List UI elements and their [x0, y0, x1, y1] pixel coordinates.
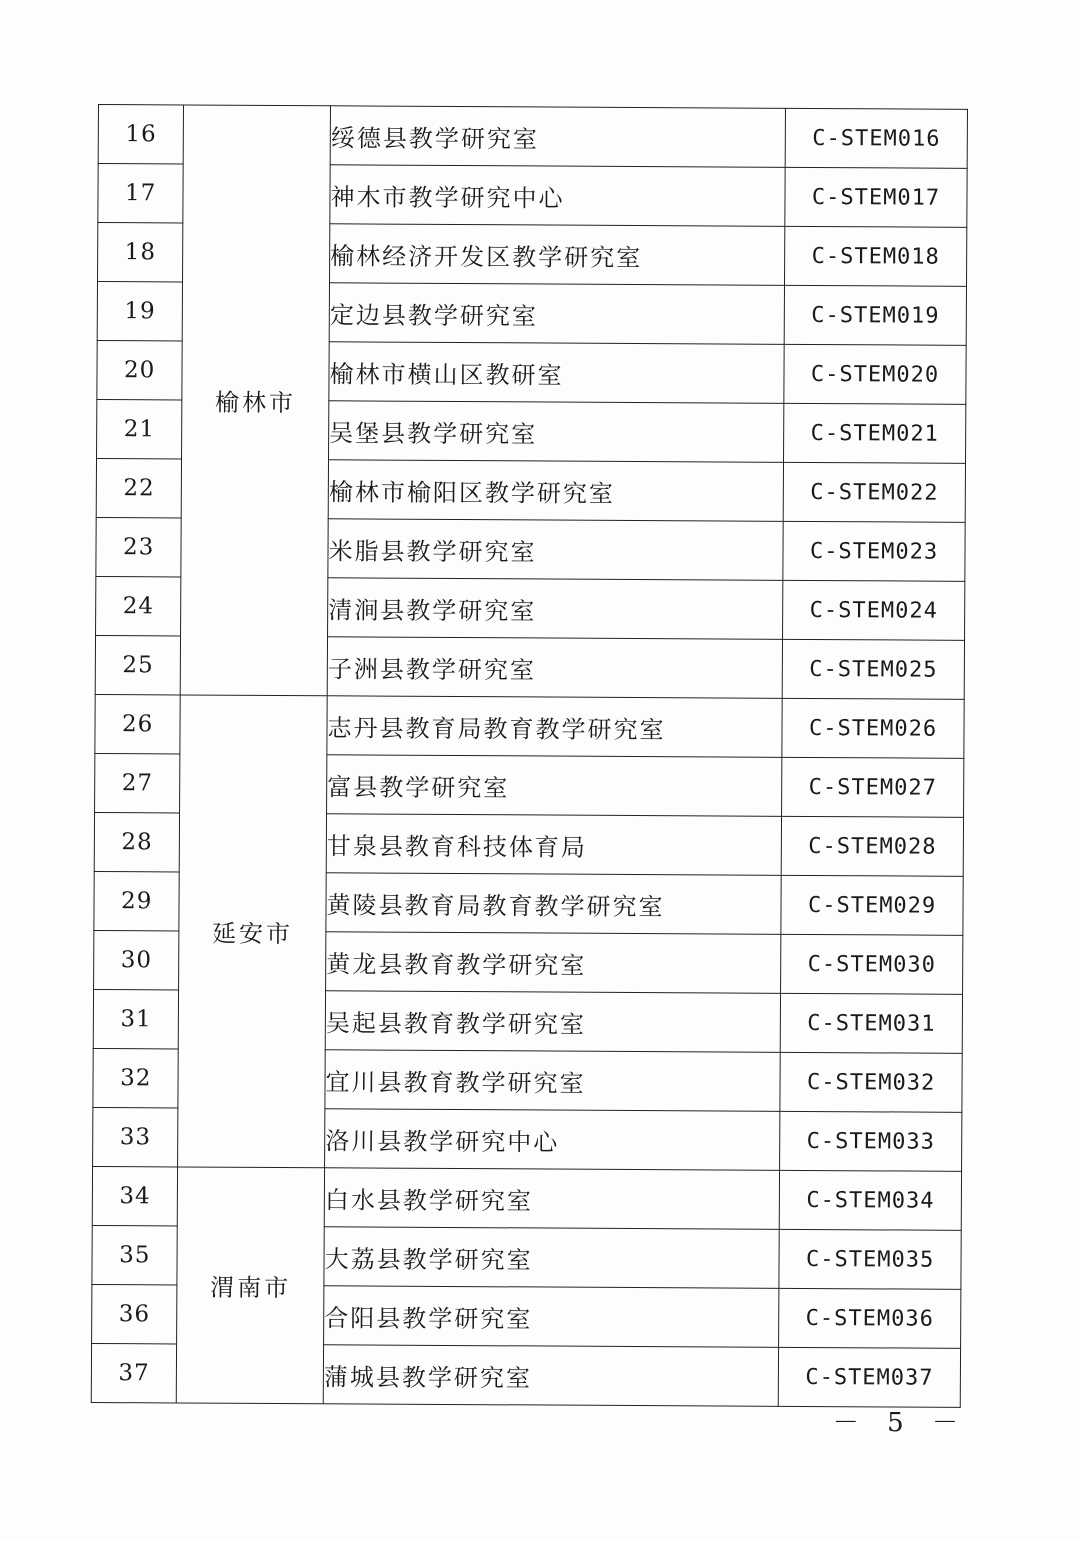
- stem-code: C-STEM024: [783, 580, 965, 640]
- institution-name: 榆林经济开发区教学研究室: [330, 224, 785, 286]
- institution-name: 白水县教学研究室: [324, 1168, 779, 1230]
- table-row: [98, 105, 967, 169]
- row-number: 36: [92, 1284, 178, 1343]
- stem-code: C-STEM034: [779, 1170, 961, 1230]
- row-number: 31: [93, 989, 179, 1048]
- institution-name: 吴起县教育教学研究室: [325, 991, 780, 1053]
- institution-name: 绥德县教学研究室: [330, 106, 785, 168]
- stem-code: C-STEM027: [782, 757, 964, 817]
- row-number: 37: [91, 1343, 177, 1402]
- institution-name: 榆林市横山区教研室: [329, 342, 784, 404]
- row-number: 17: [98, 164, 184, 223]
- city-cell: 延安市: [178, 695, 327, 1168]
- institution-name: 宜川县教育教学研究室: [325, 1050, 780, 1112]
- stem-code: C-STEM022: [783, 462, 965, 522]
- stem-code: C-STEM036: [779, 1288, 961, 1348]
- stem-code: C-STEM023: [783, 521, 965, 581]
- row-number: 35: [92, 1225, 178, 1284]
- row-number: 16: [98, 105, 184, 164]
- stem-code: C-STEM017: [785, 167, 967, 227]
- page-number: － 5 －: [832, 1408, 968, 1438]
- stem-code: C-STEM026: [782, 698, 964, 758]
- institution-name: 黄陵县教育局教育教学研究室: [326, 873, 781, 935]
- stem-code: C-STEM028: [781, 816, 963, 876]
- row-number: 23: [96, 517, 182, 576]
- institution-name: 吴堡县教学研究室: [329, 401, 784, 463]
- row-number: 26: [95, 694, 181, 753]
- stem-code: C-STEM018: [785, 226, 967, 286]
- row-number: 27: [95, 753, 181, 812]
- stem-code: C-STEM025: [782, 639, 964, 699]
- institution-name: 子洲县教学研究室: [327, 637, 782, 699]
- institution-name: 合阳县教学研究室: [324, 1286, 779, 1348]
- row-number: 30: [94, 930, 180, 989]
- institution-name: 甘泉县教育科技体育局: [326, 814, 781, 876]
- institution-name: 大荔县教学研究室: [324, 1227, 779, 1289]
- stem-code: C-STEM029: [781, 875, 963, 935]
- table-body: [91, 105, 967, 1408]
- institution-name: 蒲城县教学研究室: [323, 1345, 778, 1407]
- stem-code: C-STEM033: [780, 1111, 962, 1171]
- institution-name: 黄龙县教育教学研究室: [326, 932, 781, 994]
- stem-code: C-STEM037: [778, 1347, 960, 1407]
- row-number: 18: [98, 223, 184, 282]
- row-number: 34: [92, 1166, 178, 1225]
- table-row: [95, 694, 964, 758]
- row-number: 33: [93, 1107, 179, 1166]
- stem-code: C-STEM021: [784, 403, 966, 463]
- registry-table: [91, 104, 968, 1408]
- institution-name: 神木市教学研究中心: [330, 165, 785, 227]
- row-number: 22: [96, 458, 182, 517]
- institution-name: 定边县教学研究室: [329, 283, 784, 345]
- institution-name: 清涧县教学研究室: [328, 578, 783, 640]
- stem-code: C-STEM016: [785, 108, 967, 168]
- stem-code: C-STEM032: [780, 1052, 962, 1112]
- stem-code: C-STEM031: [780, 993, 962, 1053]
- city-cell: 渭南市: [177, 1167, 325, 1404]
- row-number: 32: [93, 1048, 179, 1107]
- stem-code: C-STEM020: [784, 344, 966, 404]
- institution-name: 榆林市榆阳区教学研究室: [328, 460, 783, 522]
- institution-name: 富县教学研究室: [327, 755, 782, 817]
- row-number: 19: [97, 282, 183, 341]
- row-number: 29: [94, 871, 180, 930]
- row-number: 20: [97, 340, 183, 399]
- institution-name: 洛川县教学研究中心: [325, 1109, 780, 1171]
- row-number: 24: [96, 576, 182, 635]
- row-number: 28: [94, 812, 180, 871]
- stem-code: C-STEM019: [784, 285, 966, 345]
- row-number: 25: [95, 635, 181, 694]
- stem-code: C-STEM035: [779, 1229, 961, 1289]
- table-row: [92, 1166, 961, 1230]
- stem-code: C-STEM030: [781, 934, 963, 994]
- city-cell: 榆林市: [181, 105, 331, 696]
- institution-name: 米脂县教学研究室: [328, 519, 783, 581]
- institution-name: 志丹县教育局教育教学研究室: [327, 696, 782, 758]
- row-number: 21: [97, 399, 183, 458]
